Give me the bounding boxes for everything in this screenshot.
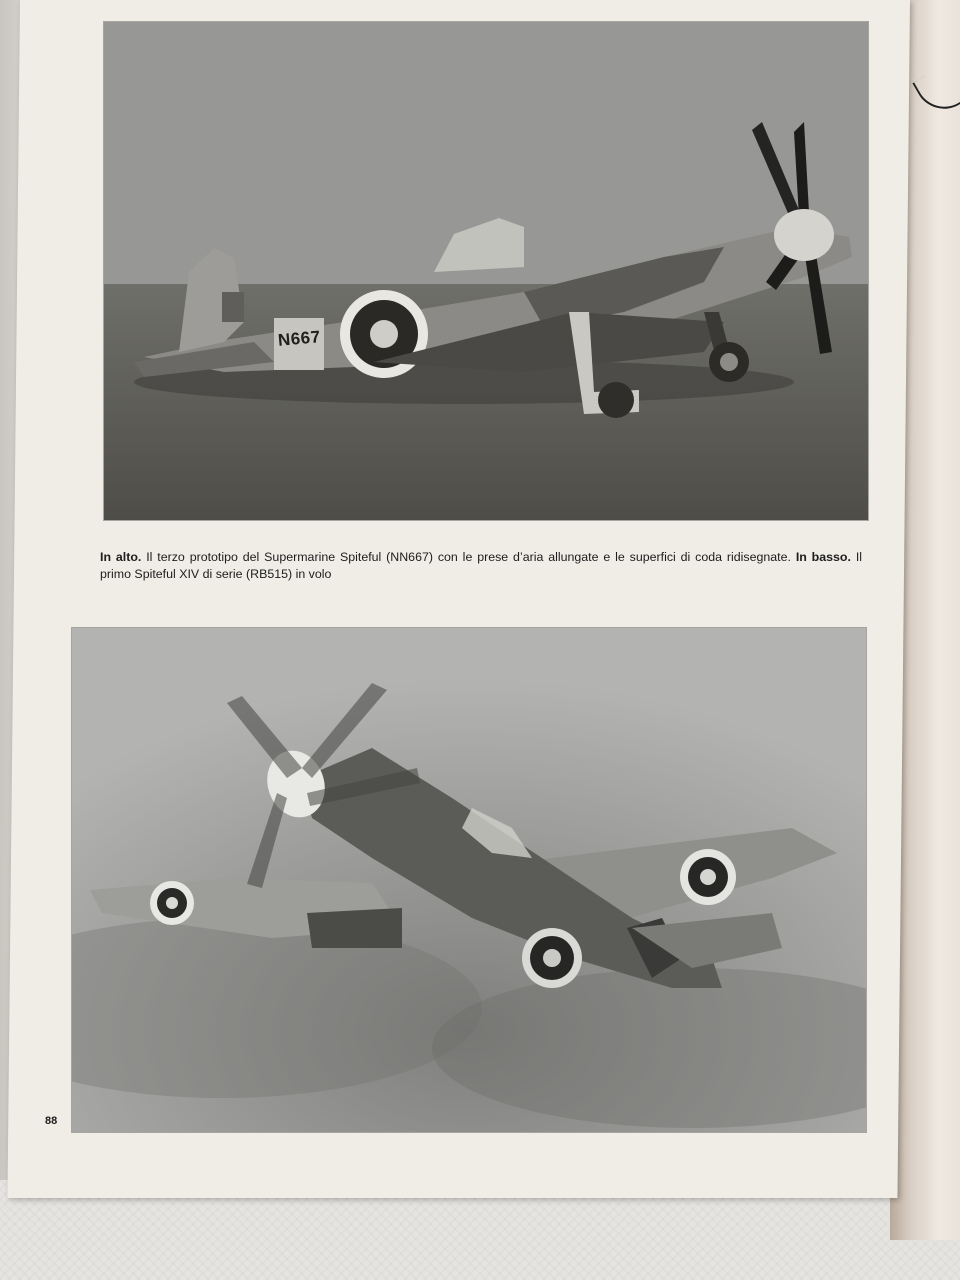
photo-top-aircraft-ground — [104, 22, 868, 520]
page-number: 88 — [45, 1115, 58, 1127]
drawing-fragment-icon — [912, 62, 960, 119]
caption-top-lead: In alto. — [100, 550, 142, 564]
caption-bottom-text: Il primo Spiteful XIV di serie (RB515) in volo — [100, 550, 863, 581]
figure-caption — [100, 549, 862, 583]
aircraft-on-ground-photo — [104, 22, 868, 520]
caption-top-text: Il terzo prototipo del Supermarine Spiteful (NN667) con le prese d’aria allungate e le superfici di coda ridisegnate. — [141, 550, 796, 564]
photo-bottom-aircraft-flight — [72, 628, 866, 1132]
aircraft-serial-marking: N667 — [277, 327, 322, 350]
caption-bottom-lead: In basso. — [795, 550, 851, 564]
aircraft-in-flight-photo — [72, 628, 866, 1132]
